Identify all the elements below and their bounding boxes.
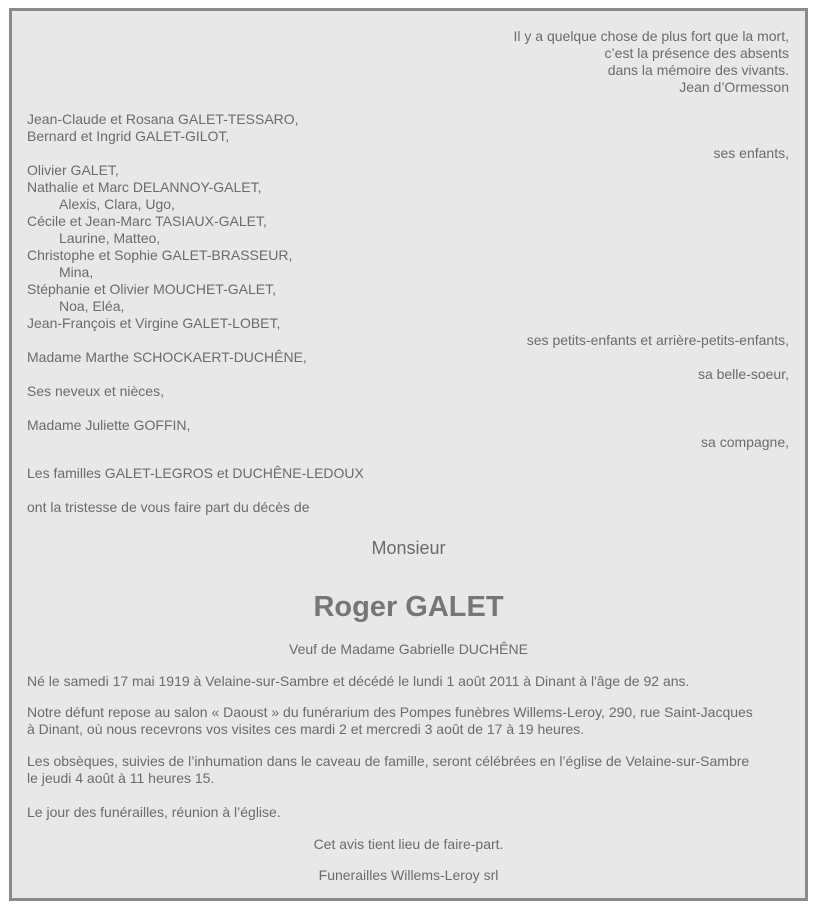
reunion-line: Le jour des funérailles, réunion à l’église. <box>27 804 281 820</box>
companion: Madame Juliette GOFFIN, <box>27 417 191 433</box>
grandchildren-role: ses petits-enfants et arrière-petits-enfants, <box>526 332 789 348</box>
announcement: ont la tristesse de vous faire part du décès de <box>27 499 310 515</box>
great-grandchild-line: Alexis, Clara, Ugo, <box>59 196 175 212</box>
child-2: Bernard et Ingrid GALET-GILOT, <box>27 128 230 144</box>
great-grandchild-line: Mina, <box>59 264 94 280</box>
funeral-line-1: Les obsèques, suivies de l’inhumation dans le caveau de famille, seront célébrées en l’église de Velaine-sur-Sambre <box>27 753 750 769</box>
child-1: Jean-Claude et Rosana GALET-TESSARO, <box>27 111 299 127</box>
funeral-home: Funerailles Willems-Leroy srl <box>318 867 499 883</box>
grandchild-line: Olivier GALET, <box>27 162 119 178</box>
quote-line-2: c’est la présence des absents <box>604 45 789 61</box>
families: Les familles GALET-LEGROS et DUCHÊNE-LEDOUX <box>27 465 364 481</box>
grandchild-line: Cécile et Jean-Marc TASIAUX-GALET, <box>27 213 267 229</box>
obituary-card <box>9 8 808 901</box>
grandchild-line: Christophe et Sophie GALET-BRASSEUR, <box>27 247 293 263</box>
sister-in-law: Madame Marthe SCHOCKAERT-DUCHÊNE, <box>27 349 307 365</box>
rest-line-2: à Dinant, où nous recevrons vos visites ces mardi 2 et mercredi 3 août de 17 à 19 heures. <box>27 721 585 737</box>
great-grandchild-line: Laurine, Matteo, <box>59 230 161 246</box>
companion-role: sa compagne, <box>701 434 789 450</box>
funeral-line-2: le jeudi 4 août à 11 heures 15. <box>27 770 215 786</box>
deceased-name: Roger GALET <box>313 591 504 623</box>
rest-line-1: Notre défunt repose au salon « Daoust » du funérarium des Pompes funèbres Willems-Leroy, 290, rue Saint-Jacques <box>27 704 753 720</box>
quote-author: Jean d’Ormesson <box>679 79 789 95</box>
quote-line-3: dans la mémoire des vivants. <box>607 62 789 78</box>
grandchild-line: Nathalie et Marc DELANNOY-GALET, <box>27 179 262 195</box>
children-role: ses enfants, <box>713 145 789 161</box>
widower-line: Veuf de Madame Gabrielle DUCHÊNE <box>289 641 528 657</box>
notice-line: Cet avis tient lieu de faire-part. <box>313 836 504 852</box>
sister-in-law-role: sa belle-soeur, <box>697 366 789 382</box>
grandchild-line: Stéphanie et Olivier MOUCHET-GALET, <box>27 281 276 297</box>
nephews-nieces: Ses neveux et nièces, <box>27 383 164 399</box>
deceased-title: Monsieur <box>371 538 446 558</box>
great-grandchild-line: Noa, Eléa, <box>59 298 125 314</box>
birth-death-line: Né le samedi 17 mai 1919 à Velaine-sur-Sambre et décédé le lundi 1 août 2011 à Dinant à l'âge de 92 ans. <box>27 673 690 689</box>
quote-line-1: Il y a quelque chose de plus fort que la mort, <box>513 28 789 44</box>
grandchild-line: Jean-François et Virgine GALET-LOBET, <box>27 315 281 331</box>
